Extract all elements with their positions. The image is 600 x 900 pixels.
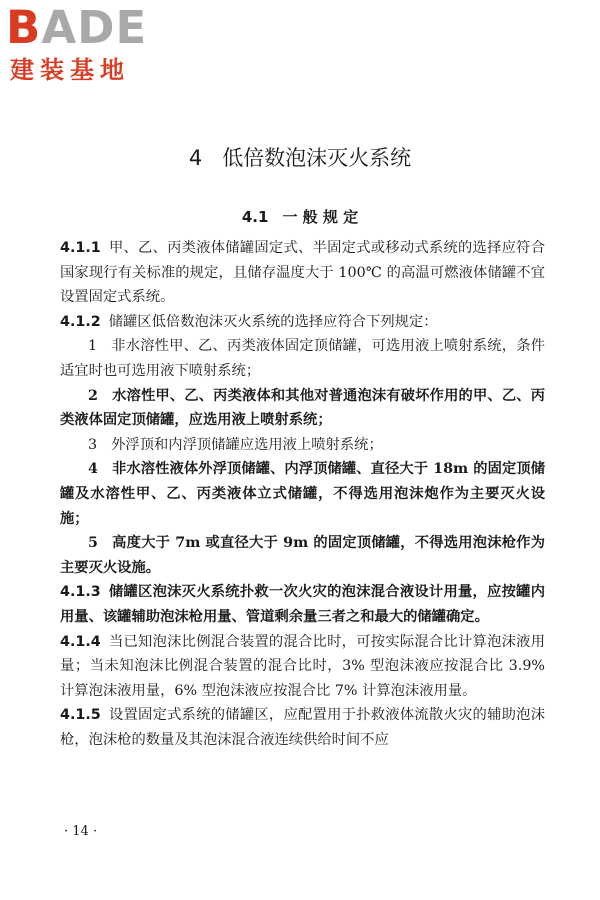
clause-number: 4.1.2 <box>60 313 101 330</box>
section-title <box>0 206 600 228</box>
chapter-number: 4 <box>188 146 203 170</box>
clause-text: 设置固定式系统的储罐区，应配置用于扑救液体流散火灾的辅助泡沫枪，泡沫枪的数量及其泡沫混合液连续供给时间不应 <box>60 707 545 748</box>
clause-number: 4.1.4 <box>60 633 101 650</box>
clause-text: 甲、乙、丙类液体储罐固定式、半固定式或移动式系统的选择应符合国家现行有关标准的规定，且储存温度大于 100℃ 的高温可燃液体储罐不宜设置固定式系统。 <box>60 240 545 306</box>
item-text: 非水溶性甲、乙、丙类液体固定顶储罐，可选用液上喷射系统，条件适宜时也可选用液下喷射系统； <box>60 338 545 379</box>
logo-wordmark <box>6 1 148 54</box>
body-text <box>60 236 545 752</box>
clause-number: 4.1.3 <box>60 584 101 601</box>
clause-4-1-2-item-5 <box>60 531 545 580</box>
clause-text: 储罐区泡沫灭火系统扑救一次火灾的泡沫混合液设计用量，应按罐内用量、该罐辅助泡沫枪用量、管道剩余量三者之和最大的储罐确定。 <box>60 584 545 625</box>
item-number: 4 <box>88 461 98 478</box>
clause-4-1-2-item-2 <box>60 384 545 433</box>
section-number: 4.1 <box>241 208 269 226</box>
clause-number: 4.1.5 <box>60 707 101 724</box>
logo-subtitle: 建装基地 <box>10 56 130 84</box>
clause-4-1-3 <box>60 580 545 629</box>
clause-text: 储罐区低倍数泡沫灭火系统的选择应符合下列规定： <box>108 313 438 330</box>
item-text: 高度大于 7m 或直径大于 9m 的固定顶储罐，不得选用泡沫枪作为主要灭火设施。 <box>60 535 545 576</box>
bade-logo <box>6 1 178 88</box>
logo-letter-b: B <box>6 1 42 54</box>
clause-4-1-2-item-3 <box>60 433 545 458</box>
section-title-text: 一 般 规 定 <box>282 208 359 226</box>
clause-4-1-1 <box>60 236 545 310</box>
item-number: 3 <box>88 436 98 453</box>
clause-4-1-5 <box>60 703 545 752</box>
clause-4-1-2-item-1 <box>60 334 545 383</box>
item-number: 2 <box>88 387 98 404</box>
logo-letters-ade: ADE <box>41 1 148 54</box>
chapter-title <box>0 144 600 172</box>
clause-4-1-2 <box>60 310 545 335</box>
clause-4-1-2-item-4 <box>60 457 545 531</box>
item-text: 外浮顶和内浮顶储罐应选用液上喷射系统； <box>111 436 383 453</box>
item-number: 1 <box>88 338 98 355</box>
clause-text: 当已知泡沫比例混合装置的混合比时，可按实际混合比计算泡沫液用量；当未知泡沫比例混合装置的混合比时，3% 型泡沫液应按混合比 3.9% 计算泡沫液用量，6% 型泡沫液应按混合比 7% 计算泡沫液用量。 <box>60 633 545 699</box>
item-text: 水溶性甲、乙、丙类液体和其他对普通泡沫有破坏作用的甲、乙、丙类液体固定顶储罐，应选用液上喷射系统； <box>60 387 545 429</box>
clause-number: 4.1.1 <box>60 240 101 256</box>
page-number: · 14 · <box>64 824 98 839</box>
item-text: 非水溶性液体外浮顶储罐、内浮顶储罐、直径大于 18m 的固定顶储罐及水溶性甲、乙、丙类液体立式储罐，不得选用泡沫炮作为主要灭火设施； <box>60 461 545 527</box>
chapter-title-text: 低倍数泡沫灭火系统 <box>222 146 412 170</box>
item-number: 5 <box>88 535 98 552</box>
clause-4-1-4 <box>60 630 545 704</box>
